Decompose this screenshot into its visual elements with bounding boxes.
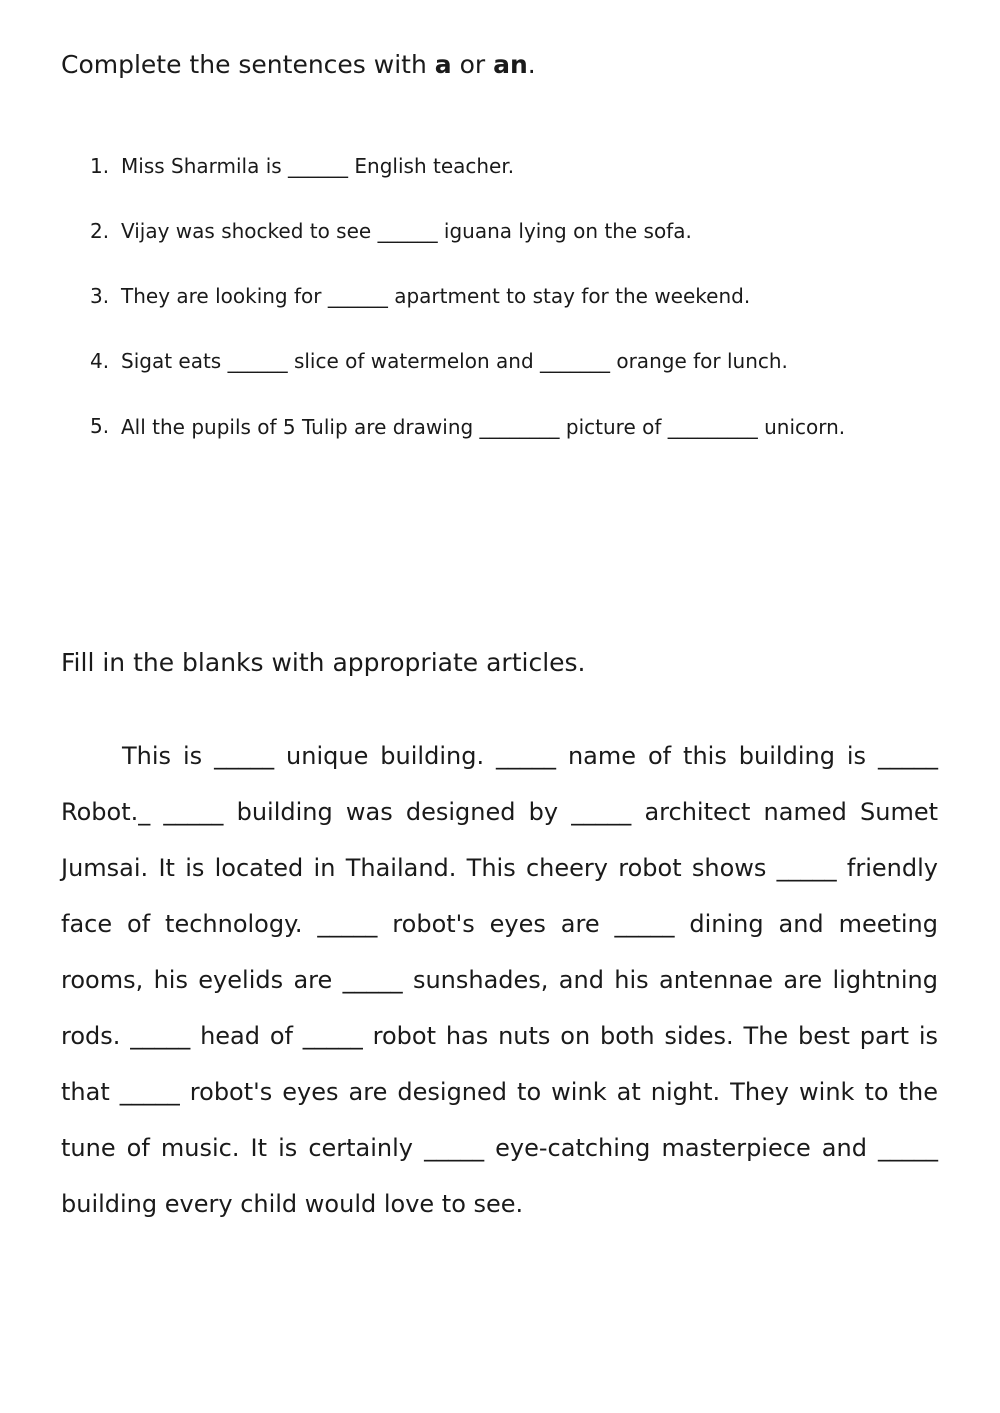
heading-period: . <box>527 50 536 79</box>
question-item-5 <box>90 410 930 460</box>
question-text: Vijay was shocked to see ______ iguana lying on the sofa. <box>121 219 692 243</box>
heading-article-a: a <box>434 50 452 79</box>
heading-or: or <box>451 50 494 79</box>
question-item-4 <box>90 345 930 378</box>
exercise-2-heading: Fill in the blanks with appropriate articles. <box>61 648 586 677</box>
question-text: They are looking for ______ apartment to stay for the weekend. <box>121 284 751 308</box>
question-number: 2. <box>90 219 110 243</box>
question-text: All the pupils of 5 Tulip are drawing ________ picture of _________ unicorn. <box>121 415 846 439</box>
question-item-2 <box>90 215 930 248</box>
question-text: Sigat eats ______ slice of watermelon and _______ orange for lunch. <box>121 349 788 373</box>
heading-prefix: Complete the sentences with <box>61 50 435 79</box>
question-item-1 <box>90 150 930 183</box>
question-number: 1. <box>90 154 110 178</box>
question-number: 5. <box>90 414 110 438</box>
question-list <box>90 150 930 492</box>
passage-text: This is _____ unique building. _____ name of this building is _____ Robot._ _____ building was designed by _____ architect named Sumet Jumsai. It is located in Thailand. This cheery robot shows _____ friendly face of technology. _____ robot's eyes are _____ dining and meeting rooms, his eyelids are _____ sunshades, and his antennae are lightning rods. _____ head of _____ robot has nuts on both sides. The best part is that _____ robot's eyes are designed to wink at night. They wink to the tune of music. It is certainly _____ eye-catching masterpiece and _____ building every child would love to see. <box>61 742 938 1218</box>
question-number: 4. <box>90 349 110 373</box>
exercise-1-heading <box>61 50 536 80</box>
question-text: Miss Sharmila is ______ English teacher. <box>121 154 515 178</box>
question-item-3 <box>90 280 930 313</box>
question-number: 3. <box>90 284 110 308</box>
heading-article-an: an <box>493 50 528 79</box>
